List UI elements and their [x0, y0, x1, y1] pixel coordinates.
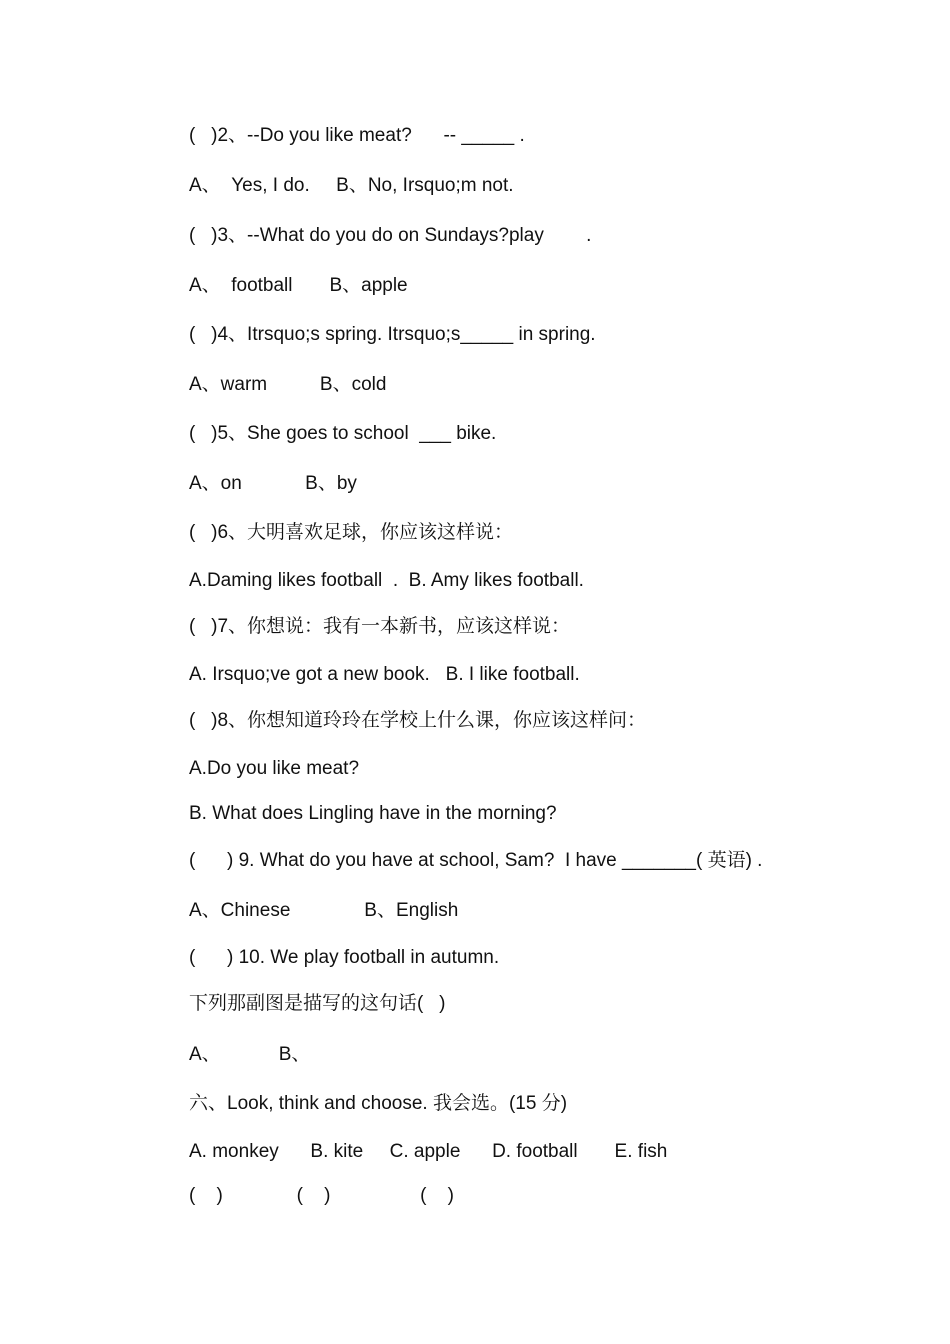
question-9-options: A、Chinese B、English	[189, 900, 459, 921]
question-8-option-b: B. What does Lingling have in the morning?	[189, 803, 557, 824]
question-8-option-a: A.Do you like meat?	[189, 758, 360, 779]
question-8: ( )8、你想知道玲玲在学校上什么课，你应该这样问：	[189, 710, 647, 731]
question-4: ( )4、Itrsquo;s spring. Itrsquo;s_____ in spring.	[189, 324, 596, 345]
question-3: ( )3、--What do you do on Sundays?play .	[189, 225, 592, 246]
question-3-options: A、 football B、apple	[189, 275, 408, 296]
question-2-options: A、 Yes, I do. B、No, Irsquo;m not.	[189, 175, 514, 196]
question-10-prompt: 下列那副图是描写的这句话( )	[189, 993, 446, 1014]
question-10: ( ) 10. We play football in autumn.	[189, 947, 500, 968]
question-5-options: A、on B、by	[189, 473, 357, 494]
question-6-options: A.Daming likes football . B. Amy likes football.	[189, 570, 584, 591]
question-7: ( )7、你想说：我有一本新书，应该这样说：	[189, 616, 571, 637]
question-6: ( )6、大明喜欢足球，你应该这样说：	[189, 522, 514, 543]
section-6-word-list: A. monkey B. kite C. apple D. football E. fish	[189, 1141, 668, 1162]
section-6-heading: 六、Look, think and choose. 我会选。(15 分)	[189, 1093, 568, 1114]
question-2: ( )2、--Do you like meat? -- _____ .	[189, 125, 525, 146]
question-9: ( ) 9. What do you have at school, Sam? I have _______( 英语) .	[189, 850, 763, 871]
question-5: ( )5、She goes to school ___ bike.	[189, 423, 497, 444]
question-10-options: A、 B、	[189, 1044, 311, 1065]
question-4-options: A、warm B、cold	[189, 374, 387, 395]
question-7-options: A. Irsquo;ve got a new book. B. I like football.	[189, 664, 580, 685]
section-6-answer-brackets: ( ) ( ) ( )	[189, 1185, 454, 1206]
